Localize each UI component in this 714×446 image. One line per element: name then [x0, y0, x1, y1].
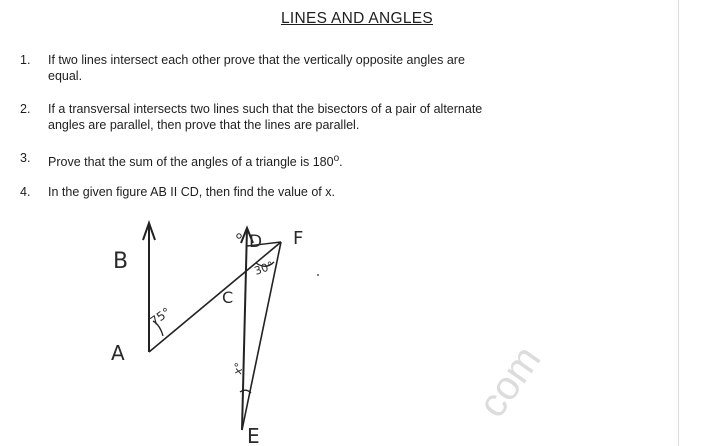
question-text-line-1: If two lines intersect each other prove that the vertically opposite angles are [48, 53, 465, 67]
label-angle-e: x° [231, 361, 247, 376]
question-text-line-2: angles are parallel, then prove that the lines are parallel. [48, 118, 360, 132]
label-c: C [222, 288, 234, 307]
label-f: F [293, 228, 304, 249]
label-a: A [111, 341, 125, 365]
degree-symbol: o [333, 153, 340, 164]
label-e: E [247, 424, 260, 446]
question-text-line-1: If a transversal intersects two lines such that the bisectors of a pair of alternate [48, 102, 483, 116]
page-title: LINES AND ANGLES [280, 10, 434, 27]
question-text-line-2: equal. [48, 69, 83, 83]
question-number: 1. [20, 53, 31, 67]
question-number: 2. [20, 102, 31, 116]
page-edge-line [678, 0, 679, 446]
question-text-main: Prove that the sum of the angles of a triangle is 180 [48, 155, 334, 170]
degree-mark-d [237, 234, 241, 238]
question-number: 4. [20, 185, 31, 199]
question-number: 3. [20, 151, 31, 165]
question-text-tail: . [339, 155, 343, 170]
label-d: D [249, 232, 263, 252]
stray-mark [317, 274, 319, 276]
line-de [242, 228, 247, 430]
label-angle-f: 30° [252, 258, 276, 278]
watermark: com [470, 338, 550, 426]
label-b: B [113, 249, 129, 274]
label-angle-a: 75° [147, 304, 174, 329]
question-text: In the given figure AB II CD, then find the value of x. [48, 185, 335, 199]
